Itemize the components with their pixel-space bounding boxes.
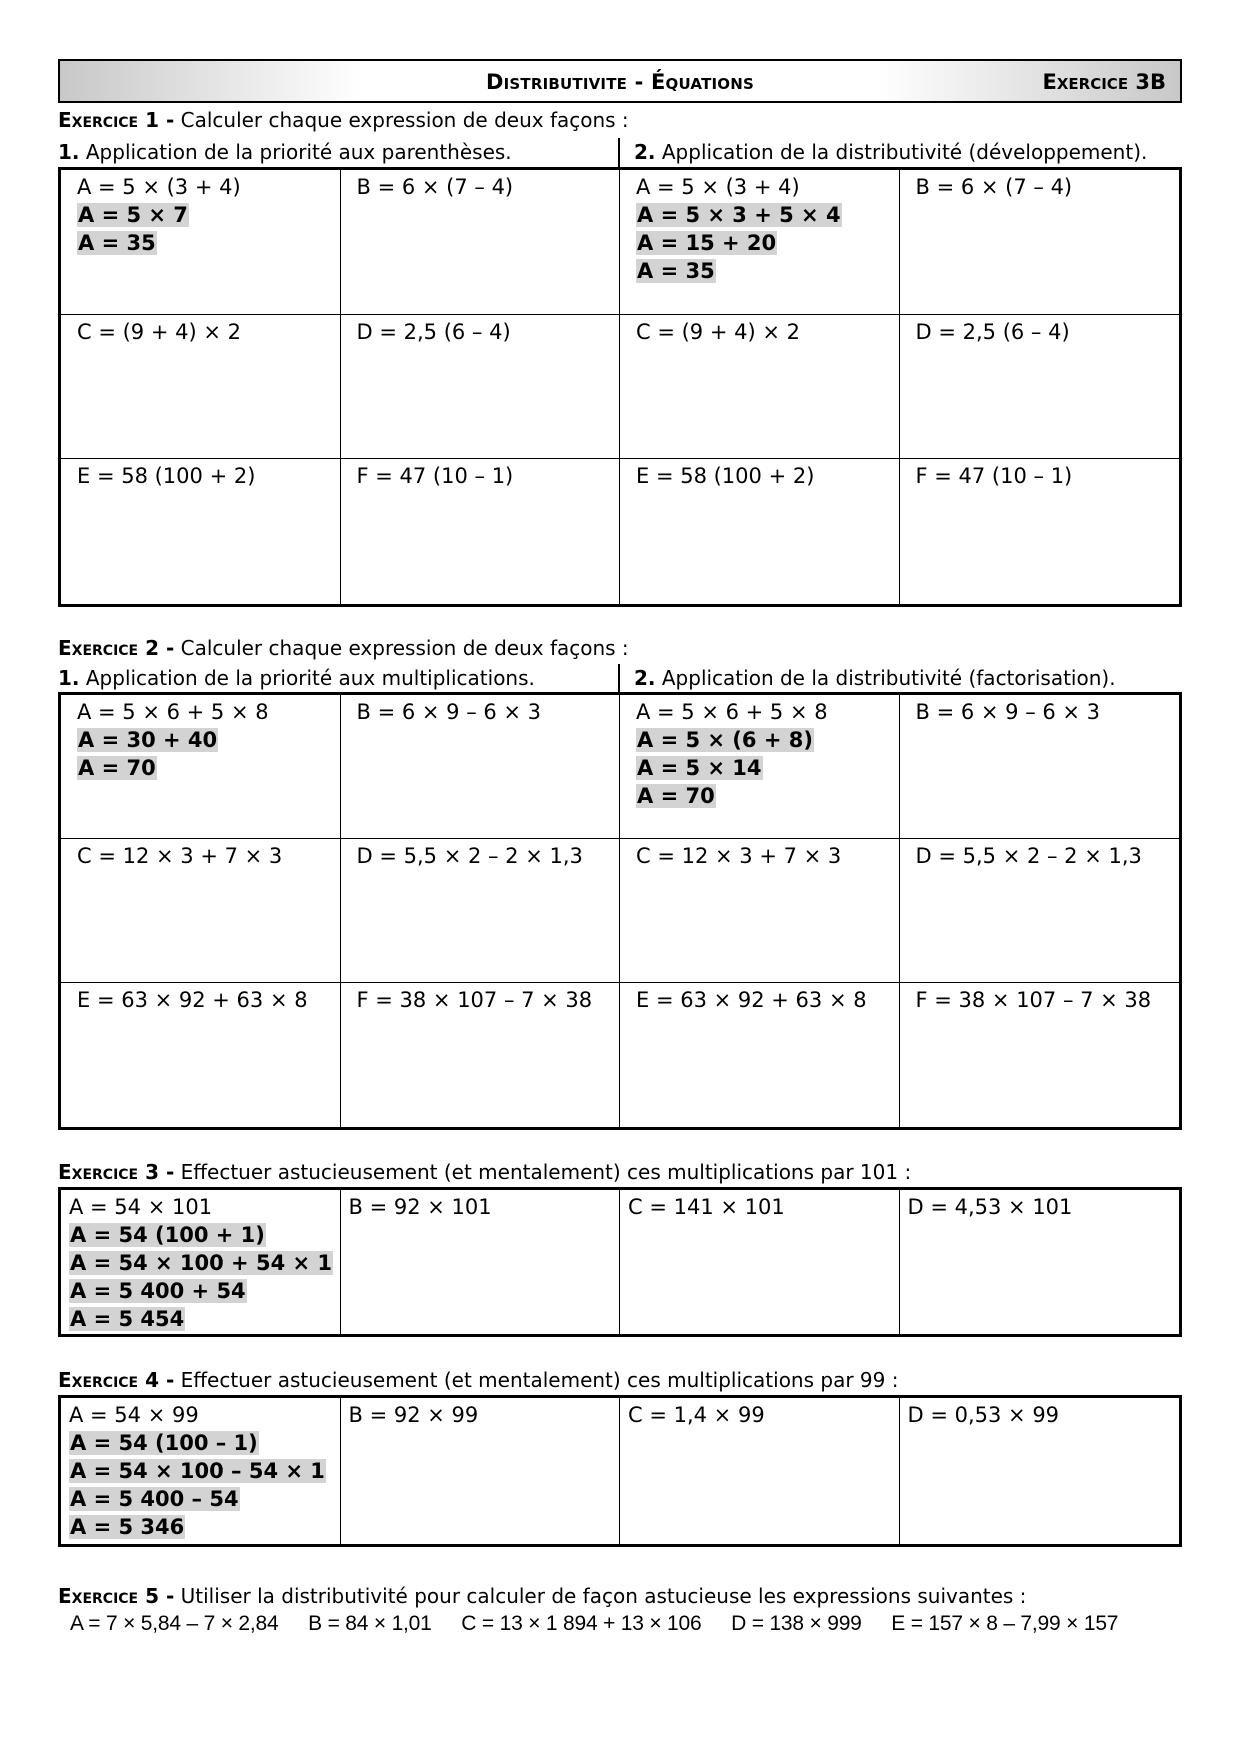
- ex1-part2-text: Application de la distributivité (développement).: [655, 140, 1148, 164]
- table-cell: [900, 1398, 1180, 1544]
- expression: E = 63 × 92 + 63 × 8: [77, 988, 308, 1012]
- solution-text: A = 54 × 100 + 54 × 1: [70, 1251, 333, 1275]
- table-cell: [900, 983, 1180, 1127]
- ex1-label: Exercice 1 -: [58, 108, 175, 132]
- ex1-table: [58, 167, 1182, 607]
- solution-text: A = 5 400 + 54: [70, 1279, 246, 1303]
- expression: A = 54 × 101: [69, 1195, 213, 1219]
- ex2-part1-num: 1.: [58, 666, 80, 690]
- page-title: Distributivite - Équations: [486, 70, 754, 94]
- table-cell: [61, 315, 341, 460]
- ex2-part1: [58, 666, 535, 690]
- expression: C = (9 + 4) × 2: [77, 319, 241, 344]
- table-cell: [61, 839, 341, 983]
- table-cell: [620, 983, 900, 1127]
- ex1-part1-text: Application de la priorité aux parenthèses.: [79, 140, 512, 164]
- solution-text: A = 5 346: [70, 1515, 185, 1539]
- table-cell: [341, 1190, 621, 1334]
- expression: E = 63 × 92 + 63 × 8: [636, 988, 867, 1012]
- table-cell: [620, 170, 900, 315]
- solution-line: [77, 754, 340, 782]
- solution-text: A = 70: [637, 784, 715, 808]
- ex5-expr-c: C = 13 × 1 894 + 13 × 106: [461, 1612, 702, 1635]
- ex4-table: [58, 1395, 1182, 1547]
- ex2-table: [58, 692, 1182, 1130]
- solution-text: A = 5 × 3 + 5 × 4: [637, 203, 841, 227]
- solution-line: [69, 1457, 340, 1485]
- ex5-label: Exercice 5 -: [58, 1584, 175, 1608]
- expression: D = 2,5 (6 – 4): [356, 319, 511, 344]
- solution-text: A = 70: [78, 756, 156, 780]
- solution-text: A = 54 × 100 – 54 × 1: [70, 1459, 325, 1483]
- ex2-label: Exercice 2 -: [58, 636, 175, 660]
- ex1-part1: [58, 140, 512, 164]
- table-cell: [900, 315, 1180, 460]
- expression: A = 5 × (3 + 4): [636, 175, 800, 199]
- table-cell: [61, 459, 341, 604]
- solution-line: [69, 1249, 340, 1277]
- solution-line: [69, 1485, 340, 1513]
- solution-text: A = 35: [637, 259, 715, 283]
- exercise-number: Exercice 3B: [1042, 70, 1166, 94]
- ex2-part-divider: [618, 664, 620, 694]
- table-cell: [620, 459, 900, 604]
- table-cell: [900, 695, 1180, 839]
- ex2-part2-text: Application de la distributivité (factorisation).: [655, 666, 1116, 690]
- expression: B = 6 × (7 – 4): [915, 175, 1073, 199]
- ex5-expr-e: E = 157 × 8 – 7,99 × 157: [891, 1612, 1119, 1635]
- table-cell: [620, 839, 900, 983]
- expression: D = 5,5 × 2 – 2 × 1,3: [356, 844, 583, 868]
- solution-text: A = 5 × 14: [637, 756, 762, 780]
- table-cell: [620, 315, 900, 460]
- ex3-heading: [58, 1160, 911, 1184]
- table-cell: [341, 170, 621, 315]
- ex1-part2: [634, 140, 1147, 164]
- table-cell: [620, 1190, 900, 1334]
- expression: E = 58 (100 + 2): [636, 464, 815, 489]
- ex5-expr-b: B = 84 × 1,01: [308, 1612, 432, 1635]
- expression: B = 92 × 101: [348, 1195, 492, 1219]
- ex3-label: Exercice 3 -: [58, 1160, 175, 1184]
- solution-line: [69, 1277, 340, 1305]
- ex2-part2: [634, 666, 1116, 690]
- solution-line: [77, 201, 340, 229]
- solution-line: [636, 257, 899, 285]
- ex2-instruction: Calculer chaque expression de deux façons :: [174, 636, 629, 660]
- solution-text: A = 5 454: [70, 1307, 185, 1331]
- expression: C = 12 × 3 + 7 × 3: [636, 844, 842, 868]
- expression: D = 0,53 × 99: [907, 1403, 1060, 1427]
- ex5-instruction: Utiliser la distributivité pour calculer de façon astucieuse les expressions suivantes :: [174, 1584, 1027, 1608]
- solution-text: A = 54 (100 – 1): [70, 1431, 258, 1455]
- ex3-instruction: Effectuer astucieusement (et mentalement) ces multiplications par 101 :: [174, 1160, 912, 1184]
- ex4-heading: [58, 1368, 898, 1392]
- solution-line: [636, 754, 899, 782]
- table-cell: [341, 839, 621, 983]
- ex5-expr-a: A = 7 × 5,84 – 7 × 2,84: [70, 1612, 279, 1635]
- solution-text: A = 54 (100 + 1): [70, 1223, 265, 1247]
- table-cell: [61, 1190, 341, 1334]
- expression: F = 47 (10 – 1): [356, 464, 514, 489]
- expression: F = 47 (10 – 1): [915, 464, 1073, 489]
- ex1-part-divider: [618, 138, 620, 168]
- table-cell: [900, 1190, 1180, 1334]
- expression: D = 2,5 (6 – 4): [915, 319, 1070, 344]
- expression: F = 38 × 107 – 7 × 38: [915, 988, 1152, 1012]
- solution-text: A = 5 × (6 + 8): [637, 728, 813, 752]
- solution-text: A = 5 × 7: [78, 203, 188, 227]
- table-cell: [341, 315, 621, 460]
- expression: D = 5,5 × 2 – 2 × 1,3: [915, 844, 1142, 868]
- table-cell: [61, 983, 341, 1127]
- table-cell: [900, 170, 1180, 315]
- solution-line: [69, 1305, 340, 1333]
- ex1-part2-num: 2.: [634, 140, 656, 164]
- solution-line: [636, 782, 899, 810]
- ex3-table: [58, 1187, 1182, 1337]
- table-cell: [341, 1398, 621, 1544]
- expression: B = 92 × 99: [348, 1403, 479, 1427]
- ex4-label: Exercice 4 -: [58, 1368, 175, 1392]
- solution-line: [77, 726, 340, 754]
- expression: F = 38 × 107 – 7 × 38: [356, 988, 593, 1012]
- table-cell: [900, 839, 1180, 983]
- table-cell: [341, 695, 621, 839]
- table-cell: [620, 1398, 900, 1544]
- expression: D = 4,53 × 101: [907, 1195, 1073, 1219]
- table-cell: [900, 459, 1180, 604]
- ex2-part2-num: 2.: [634, 666, 656, 690]
- expression: E = 58 (100 + 2): [77, 464, 256, 489]
- solution-line: [636, 201, 899, 229]
- expression: A = 5 × 6 + 5 × 8: [77, 700, 269, 724]
- table-cell: [61, 170, 341, 315]
- expression: C = (9 + 4) × 2: [636, 319, 800, 344]
- solution-text: A = 5 400 – 54: [70, 1487, 239, 1511]
- solution-line: [77, 229, 340, 257]
- expression: C = 1,4 × 99: [628, 1403, 765, 1427]
- ex1-part1-num: 1.: [58, 140, 80, 164]
- expression: B = 6 × 9 – 6 × 3: [915, 700, 1101, 724]
- ex1-heading: [58, 108, 629, 132]
- solution-line: [636, 229, 899, 257]
- expression: B = 6 × 9 – 6 × 3: [356, 700, 542, 724]
- solution-line: [69, 1513, 340, 1541]
- ex4-instruction: Effectuer astucieusement (et mentalement) ces multiplications par 99 :: [174, 1368, 899, 1392]
- expression: B = 6 × (7 – 4): [356, 175, 514, 199]
- table-cell: [620, 695, 900, 839]
- expression: C = 12 × 3 + 7 × 3: [77, 844, 283, 868]
- table-cell: [341, 983, 621, 1127]
- table-cell: [341, 459, 621, 604]
- expression: A = 5 × 6 + 5 × 8: [636, 700, 828, 724]
- ex5-heading: [58, 1584, 1026, 1608]
- table-cell: [61, 695, 341, 839]
- solution-text: A = 30 + 40: [78, 728, 218, 752]
- page-header: [58, 59, 1182, 103]
- solution-text: A = 35: [78, 231, 156, 255]
- expression: A = 5 × (3 + 4): [77, 175, 241, 199]
- ex5-expr-d: D = 138 × 999: [731, 1612, 862, 1635]
- solution-line: [636, 726, 899, 754]
- expression: A = 54 × 99: [69, 1403, 199, 1427]
- ex2-heading: [58, 636, 629, 660]
- expression: C = 141 × 101: [628, 1195, 785, 1219]
- solution-line: [69, 1429, 340, 1457]
- solution-line: [69, 1221, 340, 1249]
- ex1-instruction: Calculer chaque expression de deux façons :: [174, 108, 629, 132]
- table-cell: [61, 1398, 341, 1544]
- ex5-expressions: [70, 1612, 1142, 1636]
- ex2-part1-text: Application de la priorité aux multiplications.: [79, 666, 535, 690]
- solution-text: A = 15 + 20: [637, 231, 777, 255]
